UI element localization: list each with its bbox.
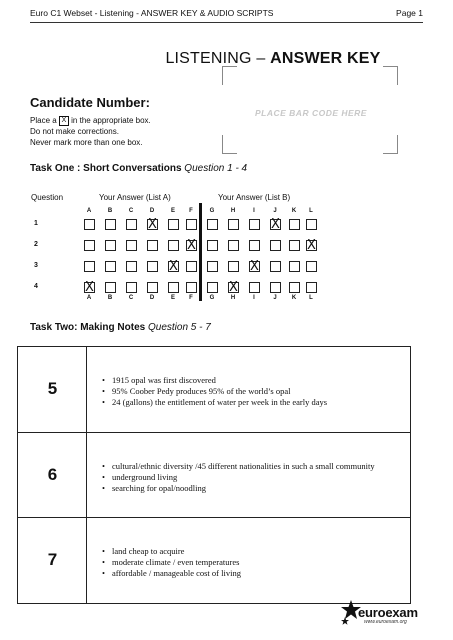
column-letter-e: E — [170, 208, 175, 214]
answer-box-q3-g[interactable] — [207, 261, 218, 272]
header-rule — [30, 22, 423, 23]
answer-box-q4-k[interactable] — [289, 282, 300, 293]
question-number: 2 — [34, 241, 38, 248]
notes-row — [18, 432, 410, 517]
answer-item: • cultural/ethnic diversity /45 different nationalities in such a small community — [102, 461, 375, 472]
header-title: Euro C1 Webset - Listening - ANSWER KEY & AUDIO SCRIPTS — [30, 8, 274, 18]
column-letter-k: K — [291, 208, 297, 214]
question-number: 6 — [47, 465, 58, 484]
answer-box-q2-i[interactable] — [249, 240, 260, 251]
column-letter-d: D — [149, 208, 155, 214]
notes-row — [18, 347, 410, 432]
column-letter-i: I — [253, 208, 255, 214]
answer-box-q4-g[interactable] — [207, 282, 218, 293]
answer-box-q2-e[interactable] — [168, 240, 179, 251]
answer-box-q3-i[interactable]: X — [250, 259, 259, 274]
column-letter-g: G — [209, 208, 215, 214]
column-letter-e: E — [170, 295, 175, 301]
instruction-line-2: Do not make corrections. — [30, 127, 119, 136]
answer-box-q4-b[interactable] — [105, 282, 116, 293]
column-letter-b: B — [107, 295, 113, 301]
euroexam-url: www.euroexam.org — [364, 619, 407, 625]
column-letter-b: B — [107, 208, 113, 214]
column-letter-d: D — [149, 295, 155, 301]
column-letter-c: C — [128, 208, 134, 214]
column-list-b: Your Answer (List B) — [218, 193, 291, 202]
answer-box-q2-a[interactable] — [84, 240, 95, 251]
answer-item: • moderate climate / even temperatures — [102, 557, 241, 568]
answer-box-q1-f[interactable] — [186, 219, 197, 230]
column-question: Question — [31, 193, 64, 202]
column-letter-a: A — [86, 208, 92, 214]
answer-box-q1-c[interactable] — [126, 219, 137, 230]
answer-box-q3-b[interactable] — [105, 261, 116, 272]
answer-box-q2-h[interactable] — [228, 240, 239, 251]
answer-box-q1-b[interactable] — [105, 219, 116, 230]
answer-box-q2-d[interactable] — [147, 240, 158, 251]
answer-box-q1-d[interactable]: X — [148, 217, 157, 232]
column-letter-a: A — [86, 295, 92, 301]
answer-box-q4-f[interactable] — [186, 282, 197, 293]
column-letter-c: C — [128, 295, 134, 301]
answer-box-q4-c[interactable] — [126, 282, 137, 293]
answer-box-q3-h[interactable] — [228, 261, 239, 272]
answer-box-q2-b[interactable] — [105, 240, 116, 251]
answer-list — [102, 461, 375, 494]
answer-box-q1-g[interactable] — [207, 219, 218, 230]
task-one-heading: Task One : Short Conversations Question 1 - 4 — [30, 163, 248, 174]
euroexam-logo: euroexam — [358, 605, 418, 620]
question-number: 7 — [47, 550, 58, 569]
answer-box-q2-f[interactable]: X — [187, 238, 196, 253]
answer-item: • land cheap to acquire — [102, 546, 241, 557]
page-number: Page 1 — [396, 8, 423, 18]
instruction-line-1: Place a X in the appropriate box. — [30, 116, 151, 126]
column-letter-j: J — [273, 295, 277, 301]
column-letter-h: H — [230, 295, 236, 301]
answer-item: • 95% Coober Pedy produces 95% of the world’s opal — [102, 386, 327, 397]
answer-item: • 1915 opal was first discovered — [102, 375, 327, 386]
answer-list — [102, 546, 241, 579]
column-letter-f: F — [189, 208, 193, 214]
answer-box-q2-k[interactable] — [289, 240, 300, 251]
answer-box-q4-l[interactable] — [306, 282, 317, 293]
answer-box-q1-i[interactable] — [249, 219, 260, 230]
question-number: 4 — [34, 283, 38, 290]
answer-item: • underground living — [102, 472, 375, 483]
column-letter-h: H — [230, 208, 236, 214]
answer-item: • searching for opal/noodling — [102, 483, 375, 494]
answer-box-q3-d[interactable] — [147, 261, 158, 272]
question-number: 3 — [34, 262, 38, 269]
answer-box-q2-l[interactable]: X — [307, 238, 316, 253]
answer-box-q3-l[interactable] — [306, 261, 317, 272]
answer-box-q2-j[interactable] — [270, 240, 281, 251]
answer-box-q1-k[interactable] — [289, 219, 300, 230]
column-list-a: Your Answer (List A) — [99, 193, 171, 202]
column-letter-l: L — [309, 208, 313, 214]
answer-box-q1-l[interactable] — [306, 219, 317, 230]
sample-mark-box: X — [59, 116, 69, 126]
answer-box-q2-c[interactable] — [126, 240, 137, 251]
page-title: LISTENING – ANSWER KEY — [165, 50, 381, 67]
instruction-line-3: Never mark more than one box. — [30, 138, 143, 147]
answer-box-q2-g[interactable] — [207, 240, 218, 251]
column-letter-j: J — [273, 208, 277, 214]
answer-box-q3-k[interactable] — [289, 261, 300, 272]
candidate-number-label: Candidate Number: — [30, 95, 150, 110]
column-letter-i: I — [253, 295, 255, 301]
answer-item: • affordable / manageable cost of living — [102, 568, 241, 579]
barcode-placeholder: PLACE BAR CODE HERE — [255, 108, 367, 118]
answer-box-q1-e[interactable] — [168, 219, 179, 230]
answer-box-q3-j[interactable] — [270, 261, 281, 272]
notes-row — [18, 517, 410, 603]
answer-box-q4-a[interactable]: X — [85, 280, 94, 295]
answer-item: • 24 (gallons) the entitlement of water per week in the early days — [102, 397, 327, 408]
answer-box-q4-i[interactable] — [249, 282, 260, 293]
question-number: 5 — [47, 379, 58, 398]
answer-box-q4-h[interactable]: X — [229, 280, 238, 295]
column-letter-g: G — [209, 295, 215, 301]
list-divider — [199, 203, 202, 301]
answer-box-q1-h[interactable] — [228, 219, 239, 230]
answer-box-q1-j[interactable]: X — [271, 217, 280, 232]
answer-box-q4-e[interactable] — [168, 282, 179, 293]
task-two-heading: Task Two: Making Notes Question 5 - 7 — [30, 322, 211, 333]
notes-table — [17, 346, 411, 604]
column-letter-k: K — [291, 295, 297, 301]
answer-box-q4-d[interactable] — [147, 282, 158, 293]
answer-box-q3-f[interactable] — [186, 261, 197, 272]
answer-box-q3-e[interactable]: X — [169, 259, 178, 274]
answer-list — [102, 375, 327, 408]
column-letter-f: F — [189, 295, 193, 301]
question-number: 1 — [34, 220, 38, 227]
answer-box-q3-c[interactable] — [126, 261, 137, 272]
answer-box-q1-a[interactable] — [84, 219, 95, 230]
answer-box-q3-a[interactable] — [84, 261, 95, 272]
answer-box-q4-j[interactable] — [270, 282, 281, 293]
column-letter-l: L — [309, 295, 313, 301]
